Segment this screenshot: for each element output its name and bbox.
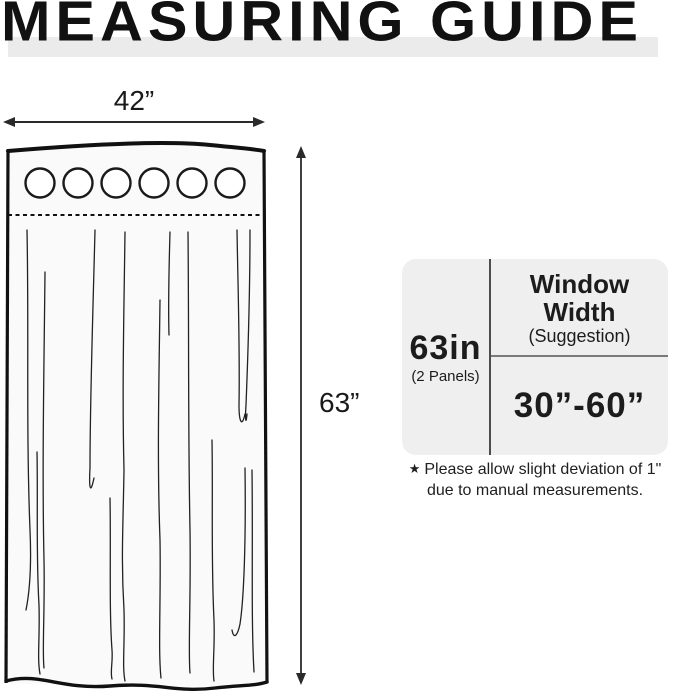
window-width-range: 30”-60”	[513, 386, 646, 425]
grommet-icon	[178, 169, 207, 198]
star-icon: ★	[408, 461, 421, 476]
grommet-icon	[102, 169, 131, 198]
grommet-icon	[64, 169, 93, 198]
curtain-length-value: 63in	[409, 328, 482, 367]
note-line2: due to manual measurements.	[426, 482, 644, 499]
curtain-panel	[6, 143, 267, 689]
width-dimension-label: 42”	[113, 85, 155, 116]
table-cell-window-width-range	[491, 357, 668, 455]
curtain-length-subtext: (2 Panels)	[411, 367, 480, 385]
table-cell-window-width-header	[491, 259, 668, 355]
page-title: MEASURING GUIDE	[1, 0, 643, 53]
table-cell-length	[402, 259, 489, 455]
measurement-note	[393, 459, 677, 501]
grommet-icon	[140, 169, 169, 198]
grommet-icon	[26, 169, 55, 198]
grommet-icon	[216, 169, 245, 198]
height-arrow	[296, 146, 306, 685]
note-line1: Please allow slight deviation of 1"	[424, 461, 662, 478]
window-width-subtext: (Suggestion)	[528, 326, 631, 346]
window-width-header: Window Width	[529, 269, 630, 327]
height-dimension-label: 63”	[319, 387, 360, 418]
size-table	[402, 259, 668, 455]
width-arrow	[3, 117, 265, 127]
